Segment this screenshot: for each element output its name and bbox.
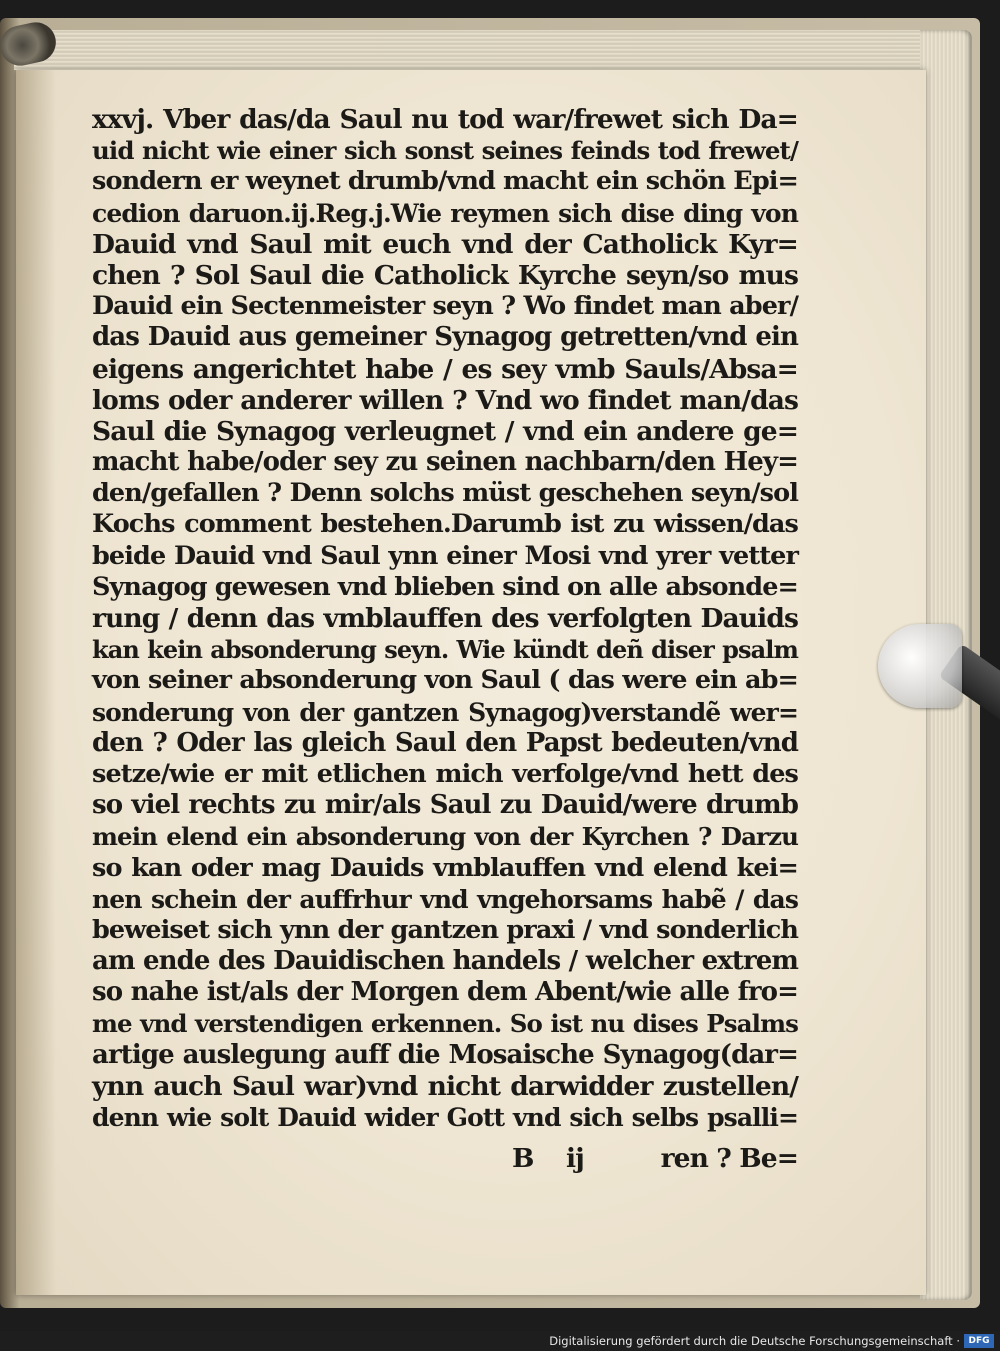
text-line: artige auslegung auff die Mosaische Synagog(dar= xyxy=(92,1039,798,1070)
digitization-credit-bar xyxy=(0,1331,1000,1351)
text-line: denn wie solt Dauid wider Gott vnd sich selbs psalli= xyxy=(92,1103,798,1132)
text-line: cedion daruon.ij.Reg.j.Wie reymen sich dise ding von xyxy=(92,198,798,228)
text-line: Saul die Synagog verleugnet / vnd ein andere ge= xyxy=(92,415,798,447)
signature-number: ij xyxy=(566,1143,584,1174)
text-line: am ende des Dauidischen handels / welcher extrem xyxy=(92,946,798,977)
text-line: Synagog gewesen vnd blieben sind on alle absonde= xyxy=(92,571,798,602)
text-line: nen schein der auffrhur vnd vngehorsams habẽ / das xyxy=(92,884,798,914)
text-line: setze/wie er mit etlichen mich verfolge/vnd hett des xyxy=(92,758,798,789)
text-line: so nahe ist/als der Morgen dem Abent/wie alle fro= xyxy=(92,977,798,1008)
text-line: macht habe/oder sey zu seinen nachbarn/den Hey= xyxy=(92,447,798,478)
text-line: loms oder anderer willen ? Vnd wo findet man/das xyxy=(92,384,798,416)
catchword: ren ? Be= xyxy=(660,1143,798,1174)
signature-line xyxy=(92,1143,798,1175)
text-line: eigens angerichtet habe / es sey vmb Sauls/Absa= xyxy=(92,353,798,385)
text-line: uid nicht wie einer sich sonst seines feinds tod frewet/ xyxy=(92,136,798,166)
text-line: sonderung von der gantzen Synagog)verstandẽ wer= xyxy=(92,697,798,727)
text-line: den/gefallen ? Denn solchs müst geschehen seyn/sol xyxy=(92,478,798,509)
body-text xyxy=(92,104,798,1133)
text-line: den ? Oder las gleich Saul den Papst bedeuten/vnd xyxy=(92,727,798,758)
text-line: mein elend ein absonderung von der Kyrchen ? Darzu xyxy=(92,822,798,852)
text-line: von seiner absonderung von Saul ( das were ein ab= xyxy=(92,665,798,696)
page-stack-top xyxy=(14,30,944,70)
dfg-logo: DFG xyxy=(964,1334,994,1348)
text-line: chen ? Sol Saul die Catholick Kyrche seyn/so mus xyxy=(92,259,798,291)
page-gutter-shadow xyxy=(16,70,56,1295)
text-line: sondern er weynet drumb/vnd macht ein schön Epi= xyxy=(92,166,798,197)
text-line: me vnd verstendigen erkennen. So ist nu dises Psalms xyxy=(92,1009,798,1039)
text-line: das Dauid aus gemeiner Synagog getretten/vnd ein xyxy=(92,322,798,353)
text-line: xxvj. Vber das/da Saul nu tod war/frewet sich Da= xyxy=(92,104,798,135)
page-clamp xyxy=(878,624,962,708)
text-line: Dauid ein Sectenmeister seyn ? Wo findet man aber/ xyxy=(92,291,798,322)
text-line: so viel rechts zu mir/als Saul zu Dauid/were drumb xyxy=(92,790,798,821)
credit-text: Digitalisierung gefördert durch die Deutsche Forschungsgemeinschaft · xyxy=(549,1334,960,1348)
text-line: rung / denn das vmblauffen des verfolgten Dauids xyxy=(92,603,798,634)
text-line: Kochs comment bestehen.Darumb ist zu wissen/das xyxy=(92,509,798,540)
text-line: Dauid vnd Saul mit euch vnd der Catholick Kyr= xyxy=(92,228,798,260)
signature-mark: B xyxy=(512,1143,534,1174)
text-line: so kan oder mag Dauids vmblauffen vnd elend kei= xyxy=(92,852,798,883)
text-line: ynn auch Saul war)vnd nicht darwidder zustellen/ xyxy=(92,1070,798,1102)
text-line: beide Dauid vnd Saul ynn einer Mosi vnd yrer vetter xyxy=(92,540,798,571)
text-line: beweiset sich ynn der gantzen praxi / vnd sonderlich xyxy=(92,914,798,945)
text-line: kan kein absonderung seyn. Wie kündt deñ diser psalm xyxy=(92,635,798,665)
